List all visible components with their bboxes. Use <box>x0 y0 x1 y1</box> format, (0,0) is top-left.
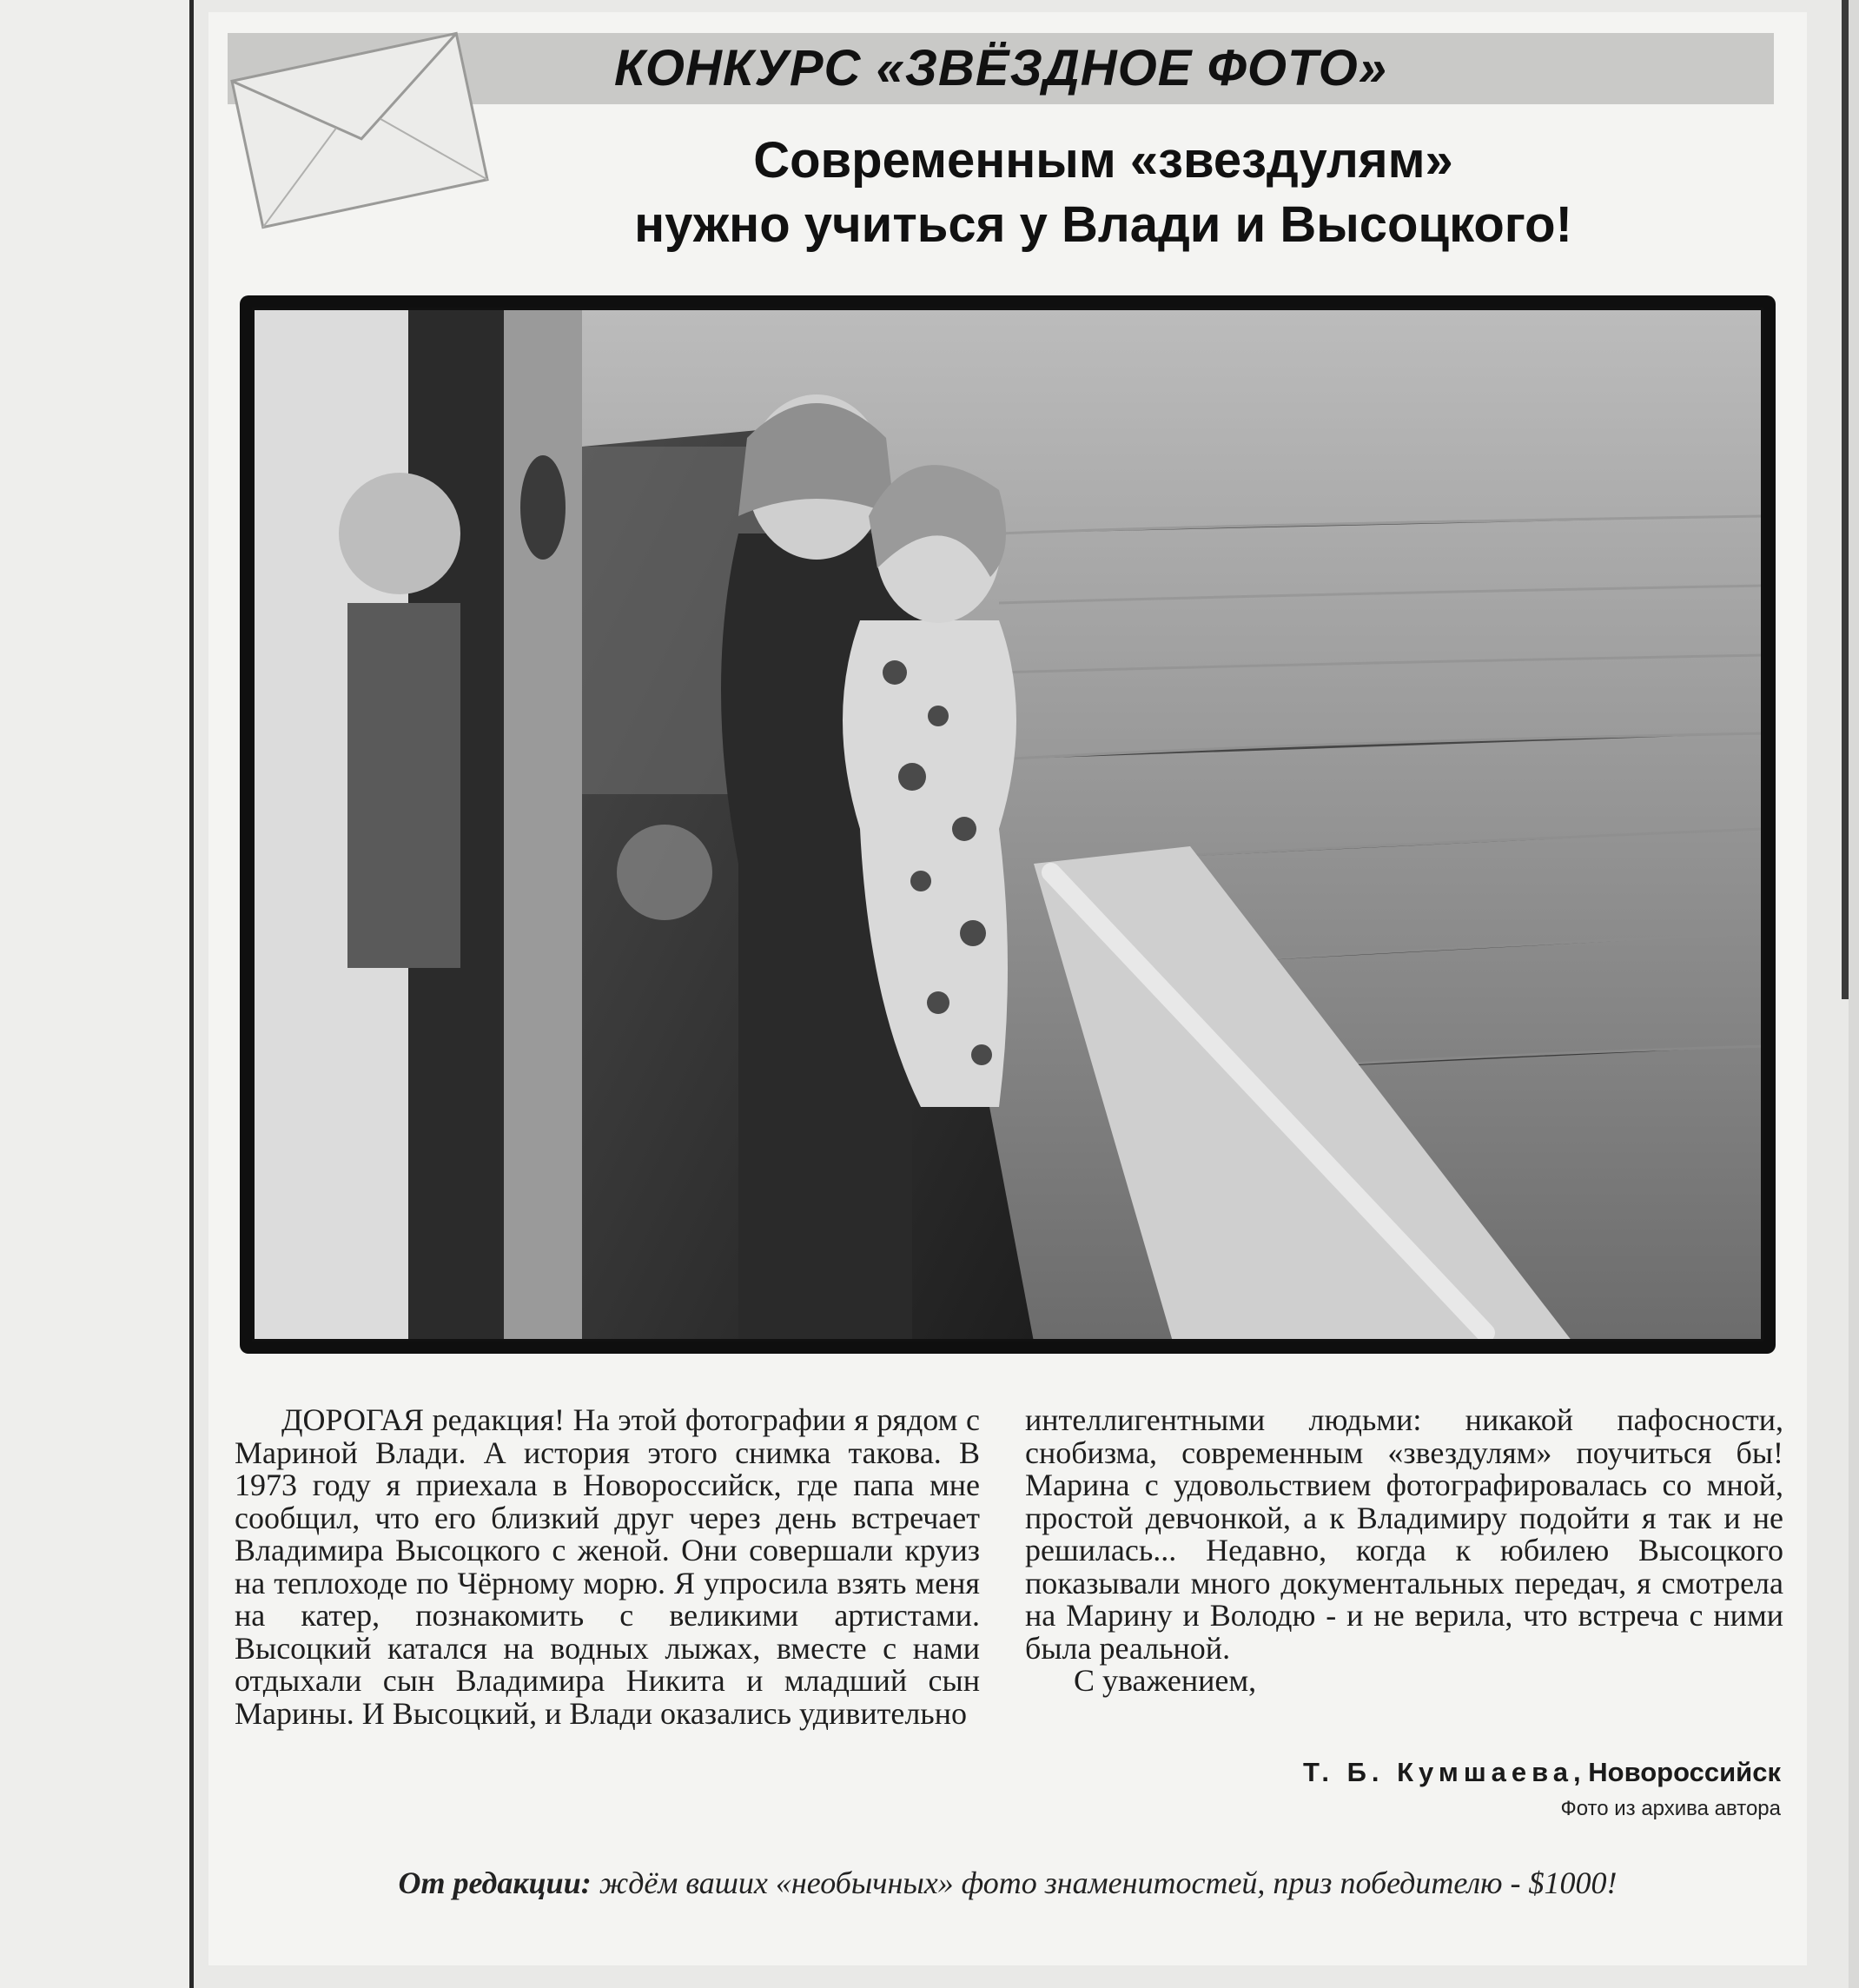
article-column-right <box>1025 1404 1783 1698</box>
author-city: , Новороссийск <box>1573 1757 1781 1787</box>
photo-credit: Фото из архива автора <box>1560 1797 1781 1820</box>
closing-salutation: С уважением, <box>1074 1663 1257 1698</box>
headline-line-2: нужно учиться у Влади и Высоцкого! <box>634 196 1572 253</box>
right-column-rule <box>1842 0 1849 999</box>
article-headline <box>486 129 1720 257</box>
article-text-left: ДОРОГАЯ редакция! На этой фотографии я рядом с Мариной Влади. А история этого снимка такова. В 1973 году я приехала в Новороссийск, где папа мне сообщил, что его близкий друг через день встречает Владимира Высоцкого с женой. Они совершали круиз на теплоходе по Чёрному морю. Я упросила взять меня на катер, познакомить с великими артистами. Высоцкий катался на водных лыжах, вместе с нами отдыхали сын Владимира Никита и младший сын Марины. И Высоцкий, и Влади оказались удивительно <box>235 1402 980 1731</box>
photo-image <box>252 308 1763 1342</box>
article-column-left <box>235 1404 980 1730</box>
column-rule <box>189 0 194 1988</box>
article-photo <box>240 295 1776 1354</box>
author-name: Т. Б. Кумшаева <box>1302 1757 1574 1787</box>
page-margin <box>0 0 189 1988</box>
editor-note-text: ждём ваших «необычных» фото знаменитостей, приз победителю - $1000! <box>591 1865 1618 1900</box>
headline-line-1: Современным «звездулям» <box>753 132 1453 189</box>
article-text-right: интеллигентными людьми: никакой пафосности, снобизма, современным «звездулям» поучиться бы! Марина с удовольствием фотографировалась со мной, простой девчонкой, а к Владимиру подойти я так и не решилась... Недавно, когда к юбилею Высоцкого показывали много документальных передач, я смотрела на Марину и Володю - и не верила, что встреча с ними была реальной. <box>1025 1402 1783 1666</box>
contest-title: КОНКУРС «ЗВЁЗДНОЕ ФОТО» <box>614 40 1387 96</box>
editor-note <box>235 1865 1781 1901</box>
author-signature <box>1025 1757 1781 1788</box>
editor-note-lead: От редакции: <box>398 1865 592 1900</box>
page-edge <box>1849 0 1859 1988</box>
